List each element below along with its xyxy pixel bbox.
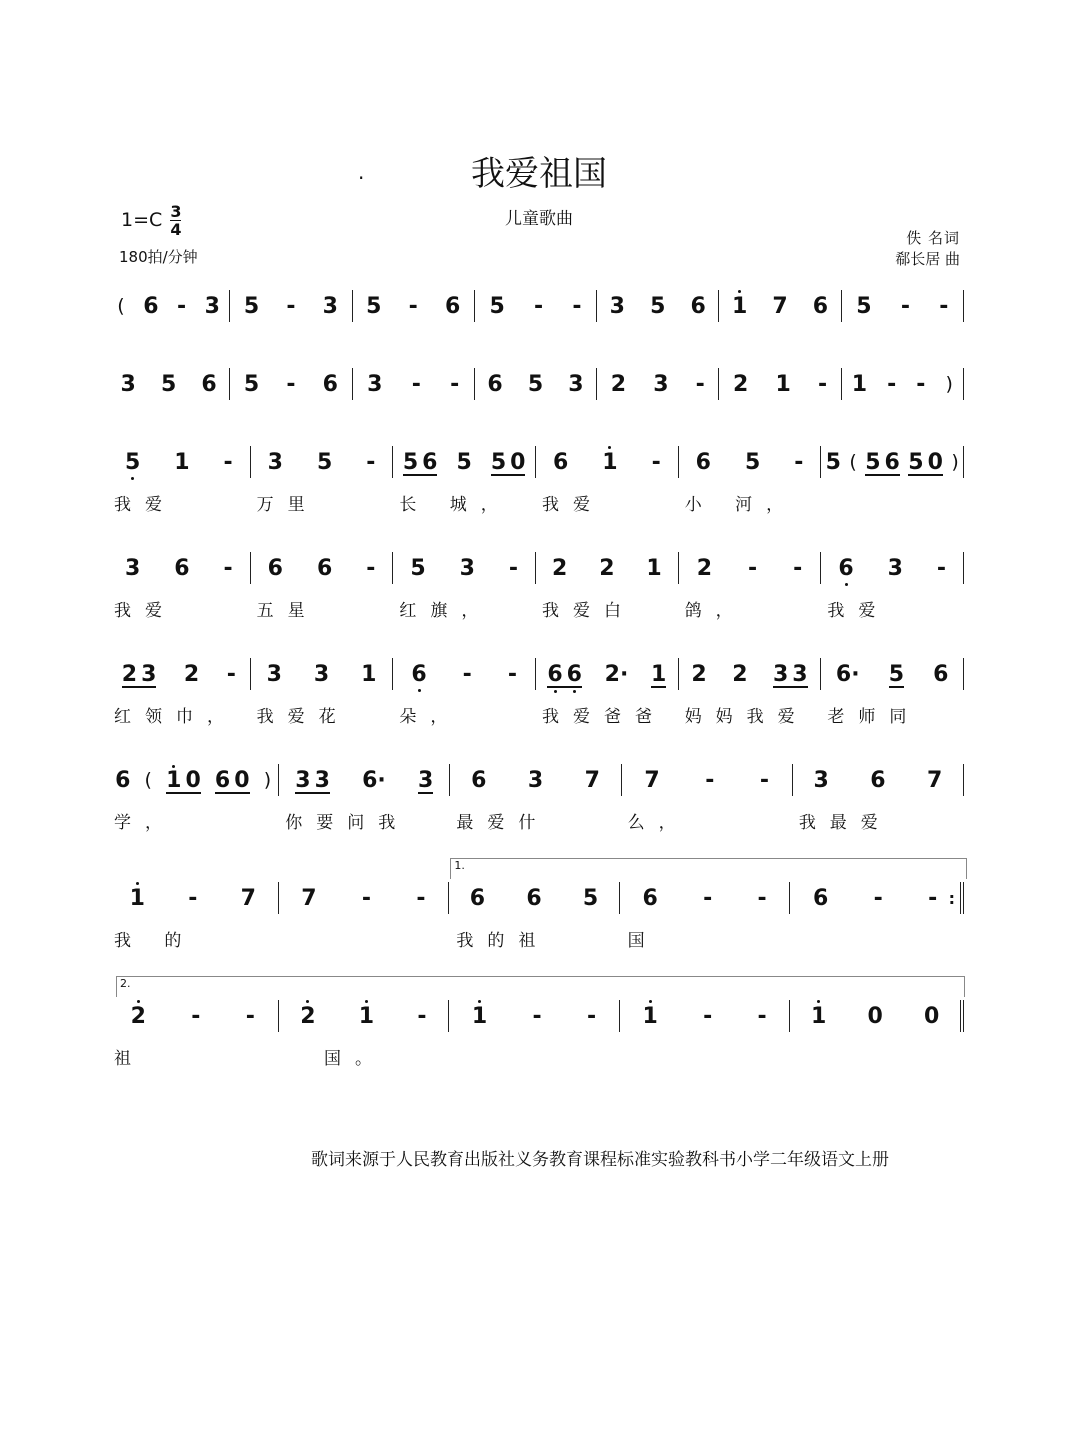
stray-dot: . [358,160,365,184]
dash: - [703,1003,713,1029]
note: 0 [927,450,943,475]
staff-row [108,762,964,798]
note: 2· [604,661,629,687]
repeat-sign: : [948,888,955,908]
note: 5 [366,293,382,319]
note: 5 [243,293,260,319]
note: 0 [510,450,526,475]
measure [449,882,620,914]
dash: - [411,371,421,397]
note: 2 [300,1001,315,1031]
lyric: 我最爱 [798,813,892,833]
measure [230,368,352,400]
dash: - [873,885,883,911]
measure [679,446,822,478]
composer: 郗长居 曲 [895,250,960,268]
note: 3 [204,293,220,319]
note: 6 [469,885,486,911]
note: 1 [174,449,190,475]
lyric [793,1044,964,1069]
note: 6 [422,450,438,475]
measure [251,658,394,690]
measure [108,368,230,400]
lyric: 我 的 [114,931,196,951]
note: 3 [267,449,283,475]
source-note: 歌词来源于人民教育出版社义务教育课程标准实验教科书小学二年级语文上册 [311,1150,889,1170]
lyric [622,1044,793,1069]
dash: - [748,555,758,581]
dash: - [507,661,517,687]
lyric: 小 河， [684,495,798,515]
lyric: 我爱 [542,495,605,515]
note: 6 [115,767,131,793]
note: 5 [744,449,761,475]
measure [597,368,719,400]
measure [108,882,279,914]
volta-bracket: 2. [116,976,965,997]
note: 0 [924,1003,940,1029]
lyric: 长 城， [399,495,512,515]
staff-row [108,550,964,586]
dash: - [223,555,233,581]
genre: 儿童歌曲 [505,209,573,229]
dash: - [533,293,544,319]
lyric: 红旗， [399,601,493,621]
note: 1 [732,291,747,321]
time-bottom: 4 [170,220,182,239]
key-label: 1=C [121,209,163,231]
lyric: 我爱花 [256,707,350,727]
note: 5 [825,449,841,475]
underlined-group [651,660,666,688]
note: 6 [813,885,829,911]
measure [536,446,679,478]
note: 2 [696,555,712,581]
lyric [821,490,964,515]
note: 3 [609,293,625,319]
measure [821,658,964,690]
note: 5 [489,293,505,319]
measure [353,290,475,322]
note: 6 [933,661,949,687]
parenthesis: ) [263,769,272,791]
dash: - [757,885,767,911]
dash: - [900,293,910,319]
measure [793,764,964,796]
note: 2 [551,555,568,581]
dash: - [416,885,426,911]
measure [536,658,679,690]
dash: - [757,1003,767,1029]
measure [842,290,964,322]
note: 3 [417,768,434,793]
note: 0 [185,768,201,793]
measure [679,552,822,584]
note: 6 [812,293,829,319]
dash: - [223,449,233,475]
lyric: 鸽， [684,601,747,621]
lyric: 么， [627,813,690,833]
note: 3 [322,293,338,319]
lyric: 五星 [256,601,319,621]
note: 5 [125,447,140,477]
dash: - [245,1003,255,1029]
note: 6 [411,659,426,689]
lyric: 红领巾， [114,707,238,727]
note: 5 [865,450,881,475]
measure [393,552,536,584]
lyric: 我爱爸爸 [542,707,667,727]
note: 6 [487,371,503,397]
note: 6 [567,660,582,690]
note: 6 [690,293,706,319]
lyrics-row [108,702,964,727]
dash: - [408,293,418,319]
note: 6 [267,555,283,581]
measure [597,290,719,322]
measure [719,290,841,322]
measure [108,552,251,584]
note: 5 [456,449,472,475]
measure [393,658,536,690]
time-top: 3 [170,202,182,221]
underlined-group [166,766,201,794]
staff-row [108,998,964,1034]
note: 5 [650,293,666,319]
dash: - [817,371,828,397]
dash: - [651,449,661,475]
note: 5 [402,450,419,475]
parenthesis: ( [117,295,125,317]
note: 2 [131,1001,146,1031]
lyric: 祖 [114,1049,145,1069]
dash: - [417,1003,427,1029]
measure [790,882,964,914]
measure [353,368,475,400]
dash: - [462,661,472,687]
note: 6 [884,450,900,475]
parenthesis: ) [951,451,959,473]
dash: - [928,885,938,911]
staff-row [108,444,964,480]
note: 3 [295,768,311,793]
dash: - [572,293,582,319]
lyric: 朵， [399,707,462,727]
note: 3 [314,768,330,793]
dash: - [191,1003,201,1029]
lyric: 我爱 [827,601,890,621]
note: 3 [124,555,141,581]
note: 3 [367,371,383,397]
measure [251,446,394,478]
dash: - [366,449,376,475]
dash: - [226,661,236,687]
note: 2 [691,661,707,687]
note: 2 [732,371,749,397]
lyric: 你要问我 [285,813,410,833]
note: 6 [526,885,542,911]
lyric: 万里 [256,495,319,515]
dash: - [286,371,296,397]
note: 5 [908,450,924,475]
lyrics-row [108,808,964,833]
dash: - [936,555,947,581]
note: 1 [851,371,868,397]
underlined-group [865,448,900,476]
note: 1 [130,883,145,913]
dash: - [586,1003,597,1029]
note: 7 [584,767,600,793]
note: 5 [856,293,872,319]
note: 0 [234,768,250,793]
note: 6 [201,371,217,397]
note: 1 [166,766,181,796]
measure [679,658,822,690]
measure [475,290,597,322]
note: 2 [121,662,138,687]
note: 6 [553,449,569,475]
note: 6 [174,555,190,581]
measure [450,764,621,796]
measure [230,290,352,322]
note: 1 [811,1001,826,1031]
lyrics-row [108,490,964,515]
dash: - [793,555,803,581]
underlined-group [295,766,330,794]
measure [279,764,450,796]
note: 1 [602,447,617,477]
staff-row [108,366,964,402]
lyric: 学， [114,813,176,833]
measure [790,1000,964,1032]
underlined-group [773,660,808,688]
staff-row [108,288,964,324]
note: 7 [926,767,943,793]
note: 2 [732,661,748,687]
note: 6 [695,449,711,475]
note: 3 [313,661,330,687]
note: 5 [527,371,544,397]
underlined-group [889,660,904,688]
note: 7 [301,885,317,911]
underlined-group [215,766,250,794]
dash: - [887,371,897,397]
underlined-group [122,660,157,688]
note: 7 [240,885,256,911]
note: 3 [813,767,829,793]
measure [108,290,230,322]
lyric: 国。 [285,1049,387,1069]
note: 6 [444,293,461,319]
staff-row [108,656,964,692]
note: 5 [490,450,507,475]
note: 3 [887,555,903,581]
measure [393,446,536,478]
dash: - [916,371,926,397]
note: 5 [888,662,905,687]
note: 6 [838,553,853,583]
note: 0 [867,1003,883,1029]
underlined-group [491,448,526,476]
note: 1 [651,662,667,687]
note: 3 [527,767,544,793]
note: 1 [775,371,791,397]
note: 3 [772,662,789,687]
lyrics-row [108,1044,964,1069]
measure [620,1000,791,1032]
measure [475,368,597,400]
measure [620,882,791,914]
measure [108,658,251,690]
note: 6 [870,767,886,793]
underlined-group [547,660,582,688]
lyric [279,926,450,951]
underlined-group [418,766,433,794]
note: 6 [214,768,231,793]
note: 6· [362,767,386,793]
lyric: 妈妈我爱 [684,707,809,727]
note: 6 [316,555,333,581]
note: 5 [582,885,599,911]
note: 3 [459,555,475,581]
measure [251,552,394,584]
lyricist: 佚 名词 [906,229,960,247]
note: 1 [359,1001,374,1031]
note: 5 [243,371,260,397]
measure [279,1000,450,1032]
note: 6 [143,293,159,319]
lyric: 我爱白 [542,601,636,621]
lyric: 老师同 [827,707,921,727]
note: 2 [599,555,615,581]
tempo: 180拍/分钟 [119,248,198,266]
volta-bracket: 1. [450,858,967,879]
measure [108,1000,279,1032]
note: 3 [141,662,157,687]
parenthesis: ( [144,769,152,791]
note: 2 [610,371,627,397]
note: 1 [646,555,662,581]
dash: - [188,885,198,911]
note: 5 [410,555,426,581]
note: 3 [568,371,584,397]
note: 3 [266,661,282,687]
lyric: 最爱什 [456,813,550,833]
measure [108,764,279,796]
measure [449,1000,620,1032]
note: 1 [361,661,377,687]
lyric: 我的祖 [456,931,550,951]
note: 5 [160,371,177,397]
parenthesis: ) [945,373,953,395]
measure [821,446,964,478]
note: 6 [547,660,562,690]
note: 2 [183,661,200,687]
note: 3 [792,662,808,687]
dash: - [286,293,296,319]
dash: - [177,293,187,319]
lyrics-row [108,926,964,951]
lyric [450,1044,621,1069]
dash: - [361,885,372,911]
note: 3 [653,371,669,397]
dash: - [366,555,376,581]
dash: - [794,449,804,475]
measure [821,552,964,584]
measure [108,446,251,478]
underlined-group [403,448,438,476]
note: 1 [642,1001,657,1031]
lyric: 我爱 [114,495,176,515]
note: 3 [120,371,136,397]
dash: - [695,371,705,397]
dash: - [508,555,519,581]
underlined-group [908,448,943,476]
lyrics-row [108,596,964,621]
note: 1 [472,1001,487,1031]
measure [622,764,793,796]
measure [719,368,841,400]
dash: - [759,767,770,793]
note: 6 [322,371,338,397]
note: 6 [471,767,487,793]
measure [842,368,964,400]
measure [536,552,679,584]
dash: - [705,767,715,793]
song-title: 我爱祖国 [471,154,607,194]
lyric: 国 [627,931,659,951]
dash: - [450,371,460,397]
note: 7 [772,293,788,319]
dash: - [703,885,713,911]
note: 6 [642,885,658,911]
parenthesis: ( [849,451,857,473]
staff-row [108,880,964,916]
dash: - [939,293,949,319]
note: 5 [316,449,333,475]
measure [279,882,450,914]
dash: - [532,1003,542,1029]
note: 7 [644,767,660,793]
note: 6· [835,661,860,687]
lyric: 我爱 [114,601,176,621]
lyric [793,926,964,951]
